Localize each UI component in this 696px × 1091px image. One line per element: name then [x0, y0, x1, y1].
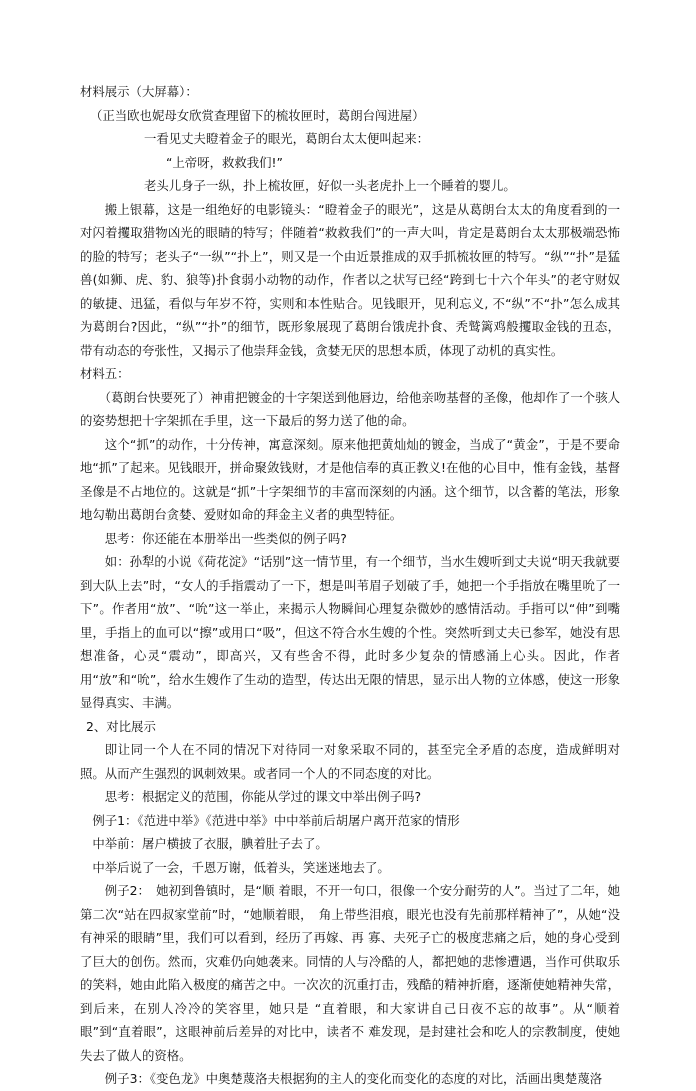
think-question-2: 思考：根据定义的范围，你能从学过的课文中举出例子吗?: [104, 789, 422, 804]
material-five-text: （葛朗台快要死了）神甫把镀金的十字架送到他唇边，给他亲吻基督的圣像，他却作了一个骇人的姿势想把十字架抓在手里，这一下最后的努力送了他的命。: [80, 389, 620, 428]
example-1: 例子1：《范进中举》《范进中举》中中举前后胡屠户离开范家的情形: [92, 812, 460, 828]
material-five-heading: 材料五：: [80, 366, 130, 381]
quote-line-3: 老头儿身子一纵，扑上梳妆匣，好似一头老虎扑上一个睡着的婴儿。: [144, 178, 516, 193]
example-1-before: 中举前：屠户横披了衣服，腆着肚子去了。: [92, 836, 328, 851]
example-2: 例子2： 她初到鲁镇时，是“顺 着眼，不开一句口，很像一个安分耐劳的人”。当过了二年，她第二次“站在四叔家堂前”时，“她顺着眼， 角上带些泪痕，眼光也没有先前那样精神了”，从她“没有神采的眼睛”里，我们可以看到，经历了再嫁、再 寡、夫死子亡的极度悲痛之后，她的身心受到了巨大的创伤。然而，灾难仍向她袭来。同情的人与冷酷的人，都把她的悲惨遭遇，当作可供取乐的笑料，她由此陷入极度的痛苦之中。一次次的沉重打击，残酷的精神折磨，逐渐使她精神失常，到后来，在别人冷冷的笑容里，她只是 “直着眼，和大家讲自己日夜不忘的故事”。从“顺着眼”到“直着眼”，这眼神前后差异的对比中，读者不 难发现，是封建社会和吃人的宗教制度，使她失去了做人的资格。: [80, 883, 620, 1063]
analysis-paragraph-1: 搬上银幕，这是一组绝好的电影镜头：“瞪着金子的眼光”，这是从葛朗台太太的角度看到的一对闪着攫取猎物凶光的眼睛的特写；伴随着“救救我们”的一声大叫，肯定是葛朗台太太那极端恐怖的脸的特写；老头子“一纵”“扑上”，则又是一个由近景推成的双手抓梳妆匣的特写。“纵”“扑”是猛兽(如狮、虎、豹、狼等)扑食弱小动物的动作，作者以之状写已经“跨到七十六个年头”的老守财奴的敏捷、迅猛，看似与年岁不符，实则和本性贴合。见钱眼开，见利忘义, 不“纵”不“扑”怎么成其为葛朗台?因此，“纵”“扑”的细节，既形象展现了葛朗台饿虎扑食、秃鹫篱鸡般攫取金钱的丑态，带有动态的夸张性，又揭示了他崇拜金钱，贪婪无厌的思想本质，体现了动机的真实性。: [80, 201, 620, 358]
quote-line-2: “上帝呀，救救我们!”: [166, 154, 283, 170]
analysis-paragraph-2: 这个“抓”的动作，十分传神，寓意深刻。原来他把黄灿灿的镀金，当成了“黄金”，于是不要命地“抓”了起来。见钱眼开，拼命聚敛钱财，才是他信奉的真正教义!在他的心目中，惟有金钱，基督圣像是不占地位的。这就是“抓”十字架细节的丰富而深刻的内涵。这个细节，以含蓄的笔法，形象地勾勒出葛朗台贪婪、爱财如命的拜金主义者的典型特征。: [80, 436, 620, 522]
scene-note: （正当欧也妮母女欣赏查理留下的梳妆匣时，葛朗台闯进屋）: [90, 107, 425, 123]
material-display-heading: 材料展示（大屏幕）：: [80, 84, 198, 99]
contrast-definition: 即让同一个人在不同的情况下对待同一对象采取不同的，甚至完全矛盾的态度，造成鲜明对照。从而产生强烈的讽刺效果。或者同一个人的不同态度的对比。: [80, 742, 620, 781]
example-hehuadian: 如：孙犁的小说《荷花淀》“话别”这一情节里，有一个细节，当水生嫂听到丈夫说“明天我就要到大队上去”时，“女人的手指震动了一下，想是叫苇眉子划破了手，她把一个手指放在嘴里吮了一下”。作者用“放”、“吮”这一举止，来揭示人物瞬间心理复杂微妙的感情活动。手指可以“伸”到嘴里，手指上的血可以“擦”或用口“吸”，但这不符合水生嫂的个性。突然听到丈夫已参军，她没有思想准备，心灵“震动”，即高兴，又有些舍不得，此时多少复杂的情感涌上心头。因此，作者用“放”和“吮”，给水生嫂作了生动的造型，传达出无限的情思，显示出人物的立体感，使这一形象显得真实、丰满。: [80, 554, 620, 710]
contrast-heading: 2、对比展示: [86, 718, 156, 734]
quote-line-1: 一看见丈夫瞪着金子的眼光，葛朗台太太便叫起来：: [144, 131, 429, 146]
think-question-1: 思考：你还能在本册举出一些类似的例子吗?: [104, 530, 347, 546]
example-3: 例子3：《变色龙》中奥楚蔑洛夫根据狗的主人的变化而变化的态度的对比，活画出奥楚蔑洛: [104, 1071, 603, 1086]
example-1-after: 中举后说了一会，千恩万谢，低着头，笑迷迷地去了。: [92, 859, 390, 875]
